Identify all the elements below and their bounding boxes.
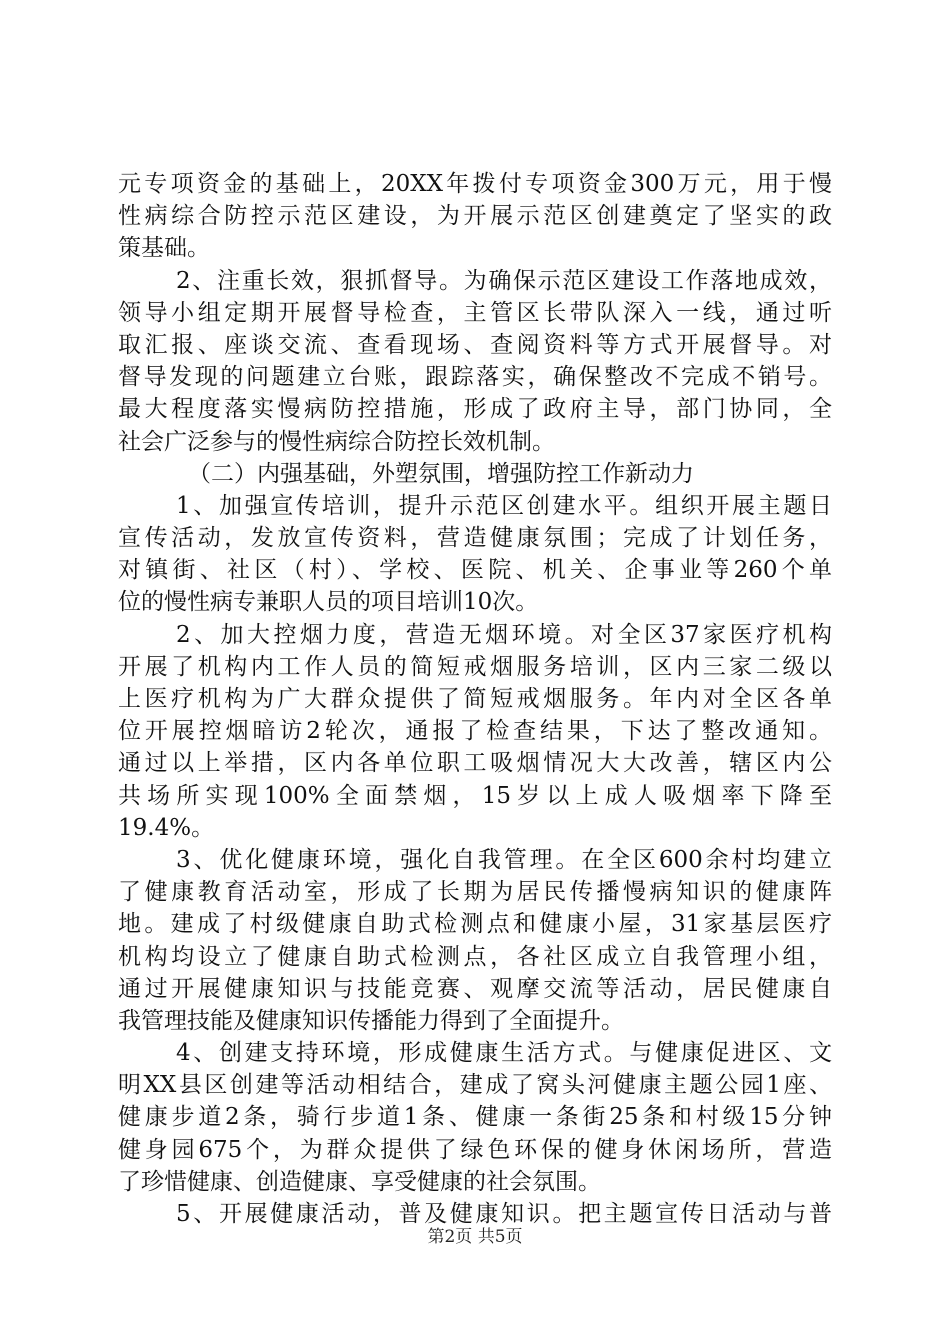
text-line: 督导发现的问题建立台账，跟踪落实，确保整改不完成不销号。 <box>118 364 832 391</box>
text-line: 了珍惜健康、创造健康、享受健康的社会氛围。 <box>118 1168 601 1195</box>
text-line: 领导小组定期开展督导检查，主管区长带队深入一线，通过听 <box>118 299 832 326</box>
text-line: 开展了机构内工作人员的简短戒烟服务培训，区内三家二级以 <box>118 653 832 680</box>
text-line: 策基础。 <box>118 235 210 262</box>
text-line: 性病综合防控示范区建设，为开展示范区创建奠定了坚实的政 <box>118 203 832 230</box>
text-line: 我管理技能及健康知识传播能力得到了全面提升。 <box>118 1007 624 1034</box>
text-line: 健身园675个，为群众提供了绿色环保的健身休闲场所，营造 <box>118 1136 832 1163</box>
text-line: 元专项资金的基础上，20XX年拨付专项资金300万元，用于慢 <box>118 171 832 197</box>
text-line: 19.4%。 <box>118 814 215 841</box>
text-line: 位的慢性病专兼职人员的项目培训10次。 <box>118 589 539 616</box>
text-line: 对镇街、社区（村）、学校、医院、机关、企事业等260个单 <box>118 557 832 584</box>
text-line: 1、加强宣传培训，提升示范区创建水平。组织开展主题日 <box>176 492 832 519</box>
text-line: 社会广泛参与的慢性病综合防控长效机制。 <box>118 428 555 455</box>
text-line: 最大程度落实慢病防控措施，形成了政府主导，部门协同，全 <box>118 396 832 423</box>
text-line: 2、注重长效，狠抓督导。为确保示范区建设工作落地成效， <box>176 267 832 294</box>
text-line: 宣传活动，发放宣传资料，营造健康氛围；完成了计划任务， <box>118 525 832 552</box>
text-line: 地。建成了村级健康自助式检测点和健康小屋，31家基层医疗 <box>118 911 832 938</box>
text-line: 5、开展健康活动，普及健康知识。把主题宣传日活动与普 <box>176 1201 832 1227</box>
text-line: 2、加大控烟力度，营造无烟环境。对全区37家医疗机构 <box>176 621 832 648</box>
page-number-footer: 第2页 共5页 <box>427 1227 523 1247</box>
section-heading: （二）内强基础，外塑氛围，增强防控工作新动力 <box>188 460 694 487</box>
text-line: 机构均设立了健康自助式检测点，各社区成立自我管理小组， <box>118 943 832 970</box>
text-line: 3、优化健康环境，强化自我管理。在全区600余村均建立 <box>176 846 832 873</box>
text-line: 取汇报、座谈交流、查看现场、查阅资料等方式开展督导。对 <box>118 331 832 358</box>
text-line: 通过以上举措，区内各单位职工吸烟情况大大改善，辖区内公 <box>118 750 832 777</box>
text-line: 健康步道2条，骑行步道1条、健康一条街25条和村级15分钟 <box>118 1104 832 1131</box>
text-line: 通过开展健康知识与技能竞赛、观摩交流等活动，居民健康自 <box>118 975 832 1002</box>
document-body <box>118 168 832 1230</box>
text-line: 明XX县区创建等活动相结合，建成了窝头河健康主题公园1座、 <box>118 1072 832 1099</box>
text-line: 了健康教育活动室，形成了长期为居民传播慢病知识的健康阵 <box>118 879 832 906</box>
text-line: 共场所实现100%全面禁烟，15岁以上成人吸烟率下降至 <box>118 782 832 809</box>
text-line: 上医疗机构为广大群众提供了简短戒烟服务。年内对全区各单 <box>118 686 832 712</box>
text-line: 位开展控烟暗访2轮次，通报了检查结果，下达了整改通知。 <box>118 718 832 745</box>
text-line: 4、创建支持环境，形成健康生活方式。与健康促进区、文 <box>176 1040 832 1067</box>
